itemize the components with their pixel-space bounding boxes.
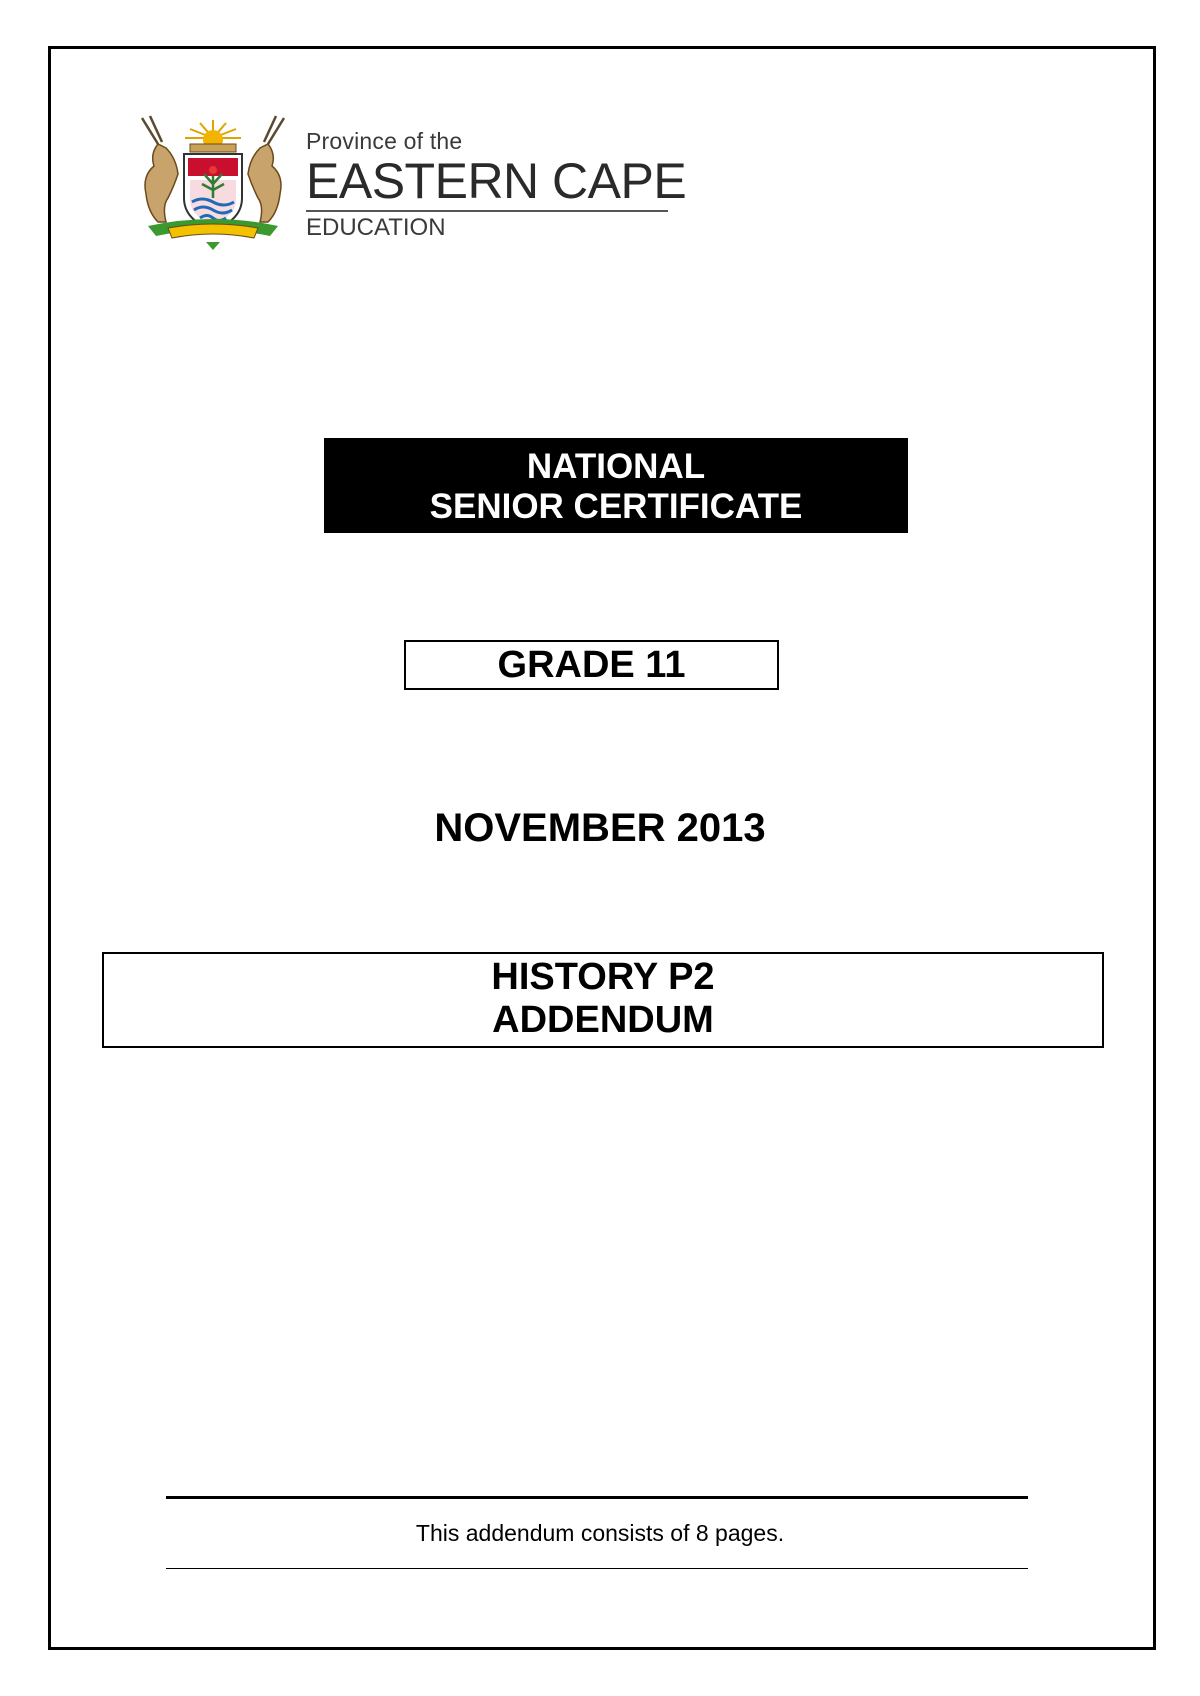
footer-divider-top xyxy=(166,1496,1028,1499)
page-count-note: This addendum consists of 8 pages. xyxy=(415,1520,785,1546)
banner-line-1: NATIONAL xyxy=(526,447,706,486)
logo-wordmark xyxy=(306,128,686,242)
subject-subtitle: ADDENDUM xyxy=(492,999,714,1041)
logo-province-line: Province of the xyxy=(306,128,463,154)
banner-line-2: SENIOR CERTIFICATE xyxy=(429,487,803,526)
eastern-cape-education-logo xyxy=(128,114,688,254)
subject-title-box xyxy=(102,952,1104,1048)
logo-province-name: EASTERN CAPE xyxy=(306,156,668,212)
certificate-banner xyxy=(324,438,908,533)
footer-divider-bottom xyxy=(166,1568,1028,1569)
exam-date: NOVEMBER 2013 xyxy=(434,806,766,850)
coat-of-arms-icon xyxy=(128,114,298,254)
logo-department: EDUCATION xyxy=(306,214,446,241)
grade-label: GRADE 11 xyxy=(404,640,779,690)
subject-title: HISTORY P2 xyxy=(491,956,715,998)
